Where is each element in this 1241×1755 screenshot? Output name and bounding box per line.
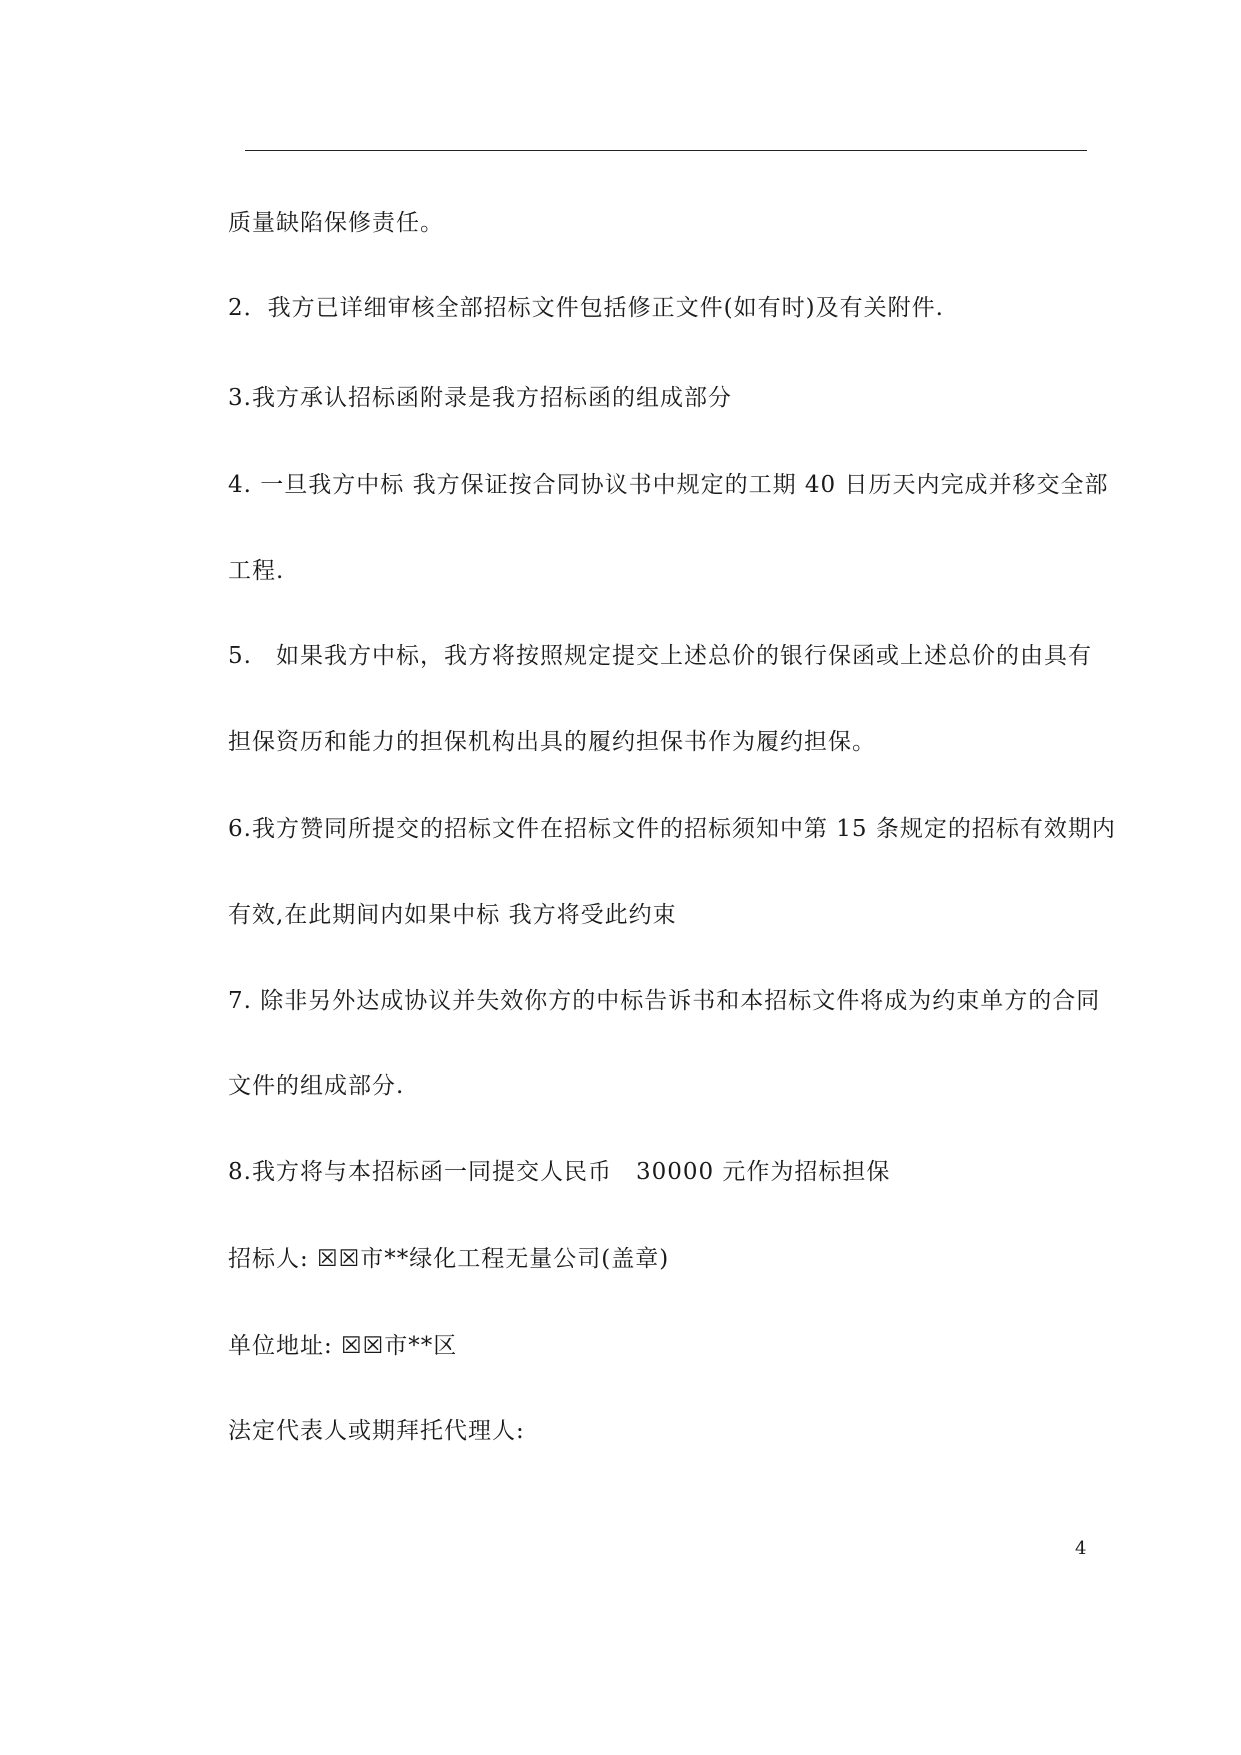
body-line-13: 招标人: ☒☒市**绿化工程无量公司(盖章) [228,1246,670,1272]
body-line-7: 担保资历和能力的担保机构出具的履约担保书作为履约担保。 [228,729,876,755]
body-line-8: 6.我方赞同所提交的招标文件在招标文件的招标须知中第 15 条规定的招标有效期内 [228,816,1116,842]
page-number: 4 [1075,1538,1087,1559]
body-line-5: 工程. [228,558,285,584]
body-line-9: 有效,在此期间内如果中标 我方将受此约束 [228,902,677,928]
body-line-14: 单位地址: ☒☒市**区 [228,1333,458,1359]
body-line-2: 2．我方已详细审核全部招标文件包括修正文件(如有时)及有关附件. [228,295,944,321]
body-line-10: 7. 除非另外达成协议并失效你方的中标告诉书和本招标文件将成为约束单方的合同 [228,988,1101,1014]
header-rule [245,150,1087,151]
body-line-1: 质量缺陷保修责任。 [228,210,444,236]
body-line-4: 4. 一旦我方中标 我方保证按合同协议书中规定的工期 40 日历天内完成并移交全部 [228,472,1109,498]
body-line-11: 文件的组成部分. [228,1073,405,1099]
body-line-3: 3.我方承认招标函附录是我方招标函的组成部分 [228,385,732,411]
body-line-15: 法定代表人或期拜托代理人: [228,1418,525,1444]
body-line-6: 5. 如果我方中标，我方将按照规定提交上述总价的银行保函或上述总价的由具有 [228,643,1092,669]
body-line-12: 8.我方将与本招标函一同提交人民币 30000 元作为招标担保 [228,1159,891,1185]
